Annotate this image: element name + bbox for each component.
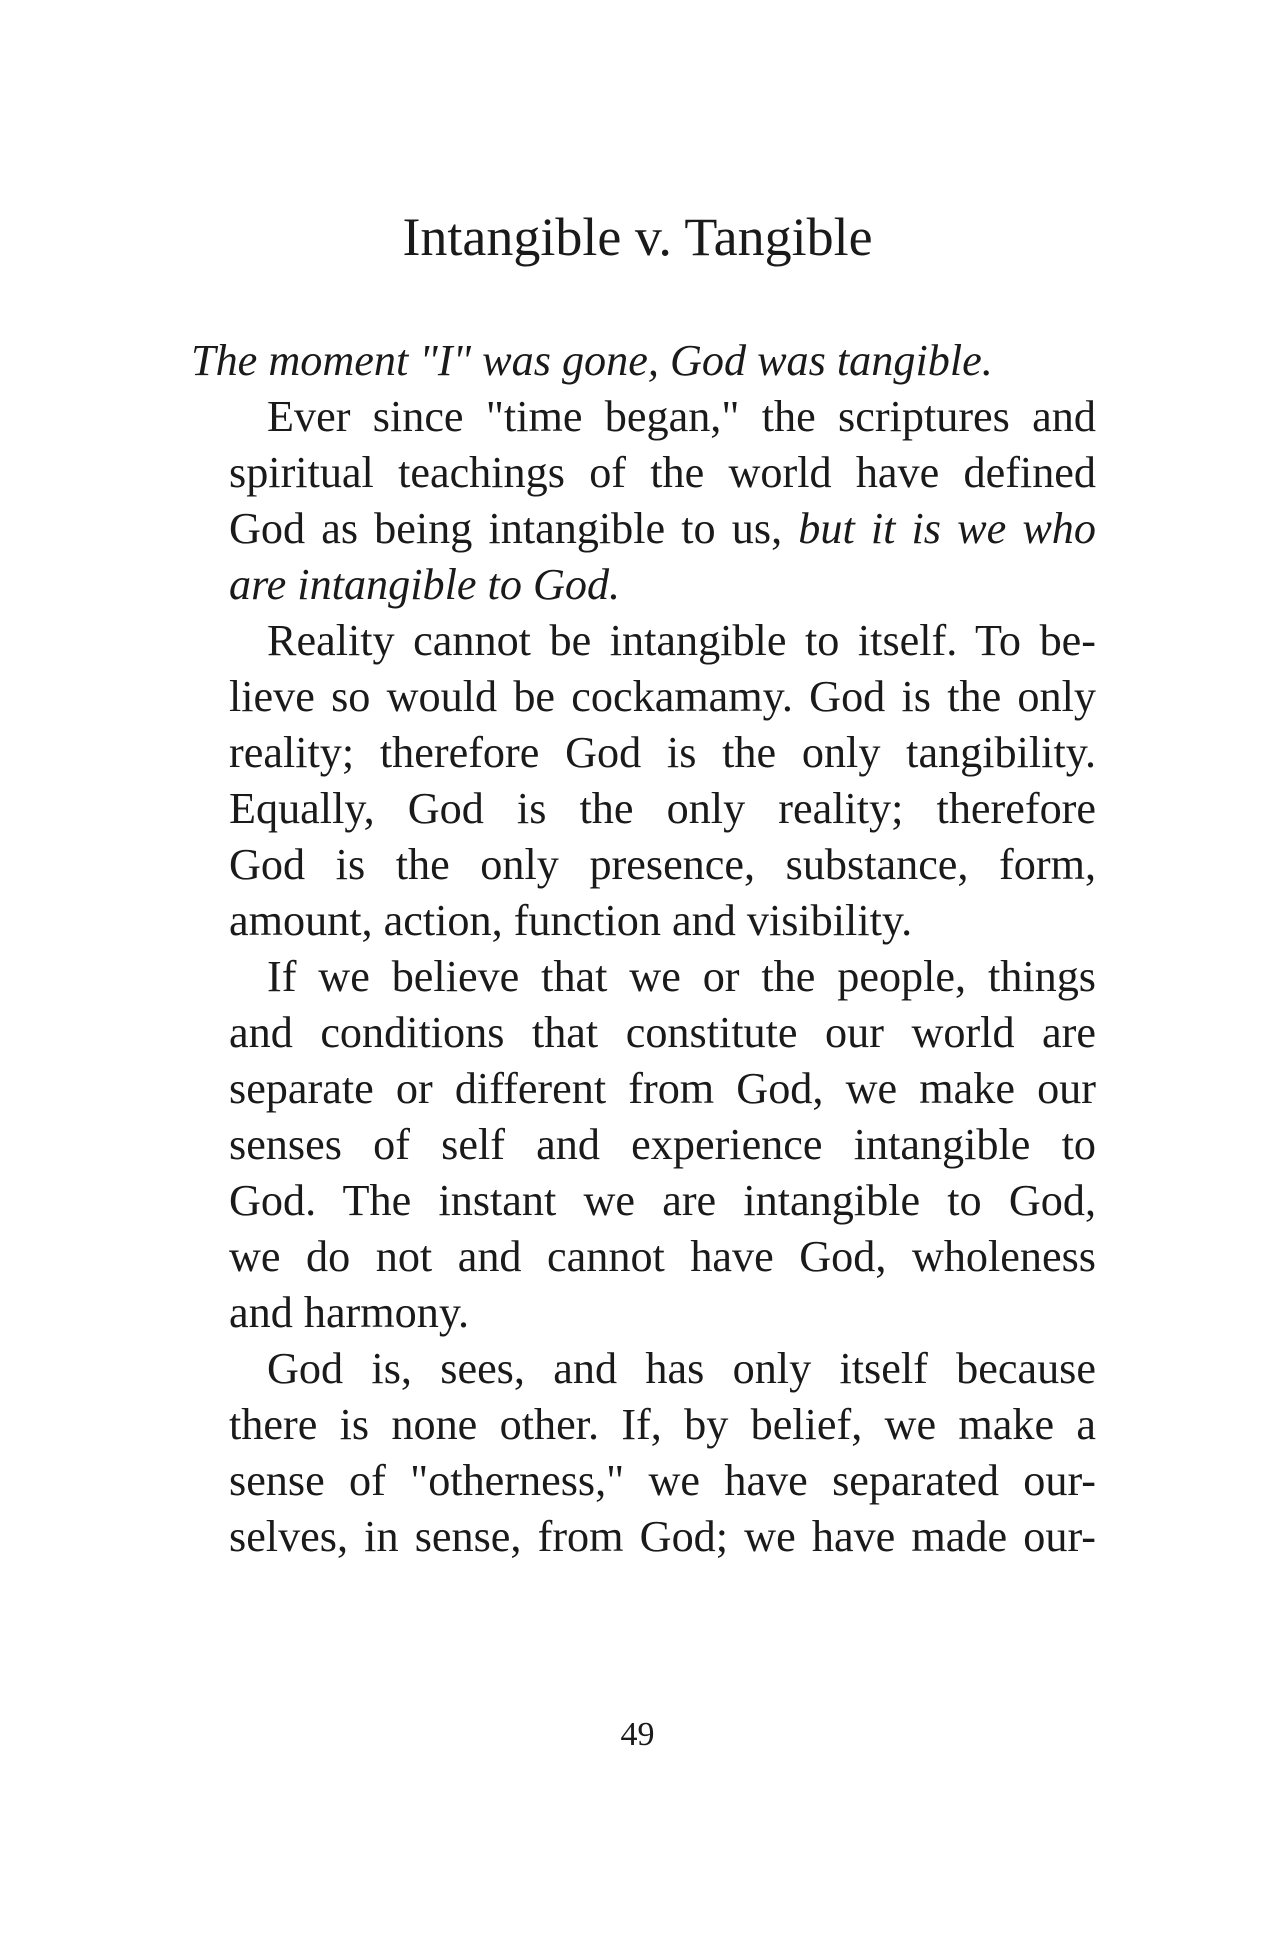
emphasis-text: but it is we who <box>798 504 1096 553</box>
text-line: spiritual teachings of the world have defined <box>229 448 1096 497</box>
epigraph: The moment "I" was gone, God was tangible. <box>191 336 993 385</box>
text-line: lieve so would be cockamamy. God is the only <box>229 672 1096 721</box>
text-line: and harmony. <box>229 1288 470 1337</box>
page-number: 49 <box>620 1716 655 1753</box>
paragraph-1 <box>191 389 1096 613</box>
text-line: reality; therefore God is the only tangibility. <box>229 728 1096 777</box>
paragraph-4 <box>191 1341 1096 1565</box>
text-line: selves, in sense, from God; we have made our- <box>229 1512 1096 1561</box>
text-line <box>191 557 1096 613</box>
text-line: we do not and cannot have God, wholeness <box>229 1232 1096 1281</box>
body-text <box>191 333 1096 1565</box>
text-line: God as being intangible to us, but it is we who <box>229 504 1096 553</box>
text-line: Reality cannot be intangible to itself. To be- <box>267 616 1096 665</box>
paragraph-3 <box>191 949 1096 1341</box>
text-line: Equally, God is the only reality; therefore <box>229 784 1096 833</box>
text-line: senses of self and experience intangible to <box>229 1120 1096 1169</box>
text-line: sense of "otherness," we have separated our- <box>229 1456 1096 1505</box>
text-line: God is the only presence, substance, form, <box>229 840 1096 889</box>
text-line: If we believe that we or the people, things <box>267 952 1096 1001</box>
text-line: God is, sees, and has only itself because <box>267 1344 1096 1393</box>
text-line: there is none other. If, by belief, we make a <box>229 1400 1096 1449</box>
text-line: and conditions that constitute our world are <box>229 1008 1096 1057</box>
text-line: separate or different from God, we make our <box>229 1064 1096 1113</box>
text-line: amount, action, function and visibility. <box>229 896 913 945</box>
paragraph-2 <box>191 613 1096 949</box>
chapter-title: Intangible v. Tangible <box>402 207 873 267</box>
emphasis-text: are intangible to God. <box>229 560 621 609</box>
text-line: God. The instant we are intangible to God, <box>229 1176 1096 1225</box>
text-line: Ever since "time began," the scriptures and <box>267 392 1096 441</box>
